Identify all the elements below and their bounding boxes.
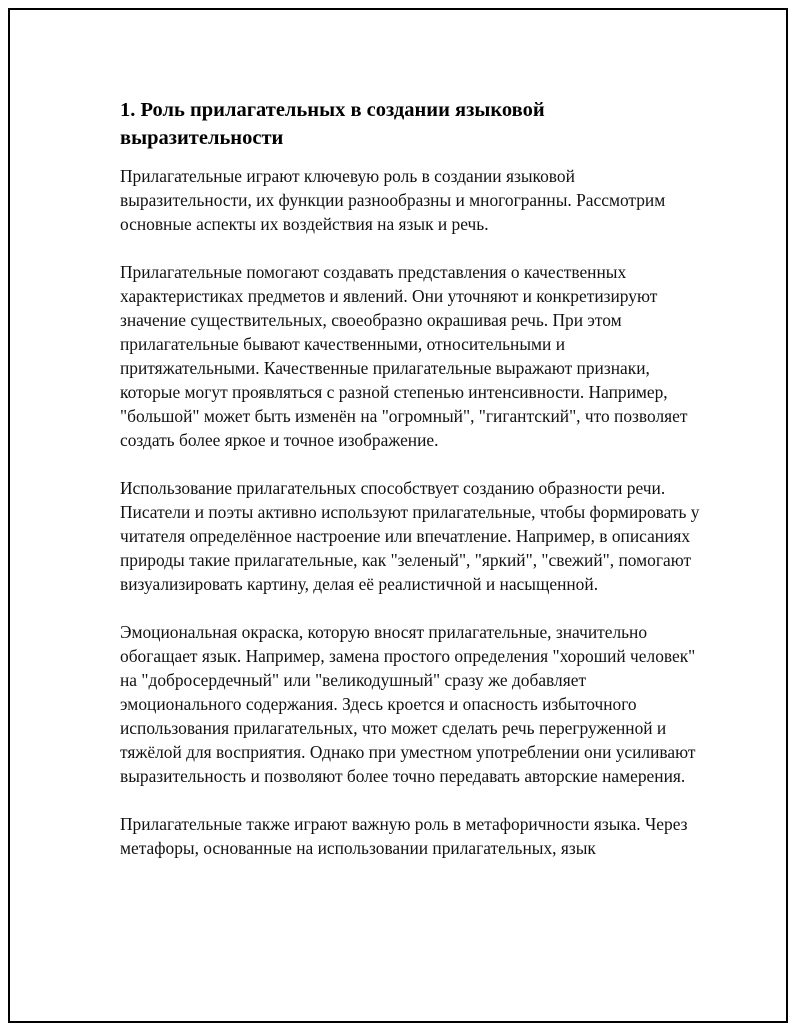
paragraph-intro: Прилагательные играют ключевую роль в создании языковой выразительности, их функции разнообразны и многогранны. Рассмотрим основные аспекты их воздействия на язык и речь. [120, 166, 666, 234]
section-heading: 1. Роль прилагательных в создании языковой выразительности [120, 99, 545, 149]
paragraph-metaphor: Прилагательные также играют важную роль в метафоричности языка. Через метафоры, основанные на использовании прилагательных, язык [120, 814, 688, 858]
document-body [120, 96, 704, 884]
paragraph-emotion: Эмоциональная окраска, которую вносят прилагательные, значительно обогащает язык. Например, замена простого определения "хороший человек" на "добросердечный" или "великодушный" сразу же добавляет эмоционального содержания. Здесь кроется и опасность избыточного использования прилагательных, что может сделать речь перегруженной и тяжёлой для восприятия. Однако при уместном употреблении они усиливают выразительность и позволяют более точно передавать авторские намерения. [120, 622, 696, 786]
paragraph-qualities: Прилагательные помогают создавать представления о качественных характеристиках предметов и явлений. Они уточняют и конкретизируют значение существительных, своеобразно окрашивая речь. При этом прилагательные бывают качественными, относительными и притяжательными. Качественные прилагательные выражают признаки, которые могут проявляться с разной степенью интенсивности. Например, "большой" может быть изменён на "огромный", "гигантский", что позволяет создать более яркое и точное изображение. [120, 262, 688, 450]
paragraph-imagery: Использование прилагательных способствует созданию образности речи. Писатели и поэты активно используют прилагательные, чтобы формировать у читателя определённое настроение или впечатление. Например, в описаниях природы такие прилагательные, как "зеленый", "яркий", "свежий", помогают визуализировать картину, делая её реалистичной и насыщенной. [120, 478, 700, 594]
page-frame [8, 8, 788, 1023]
